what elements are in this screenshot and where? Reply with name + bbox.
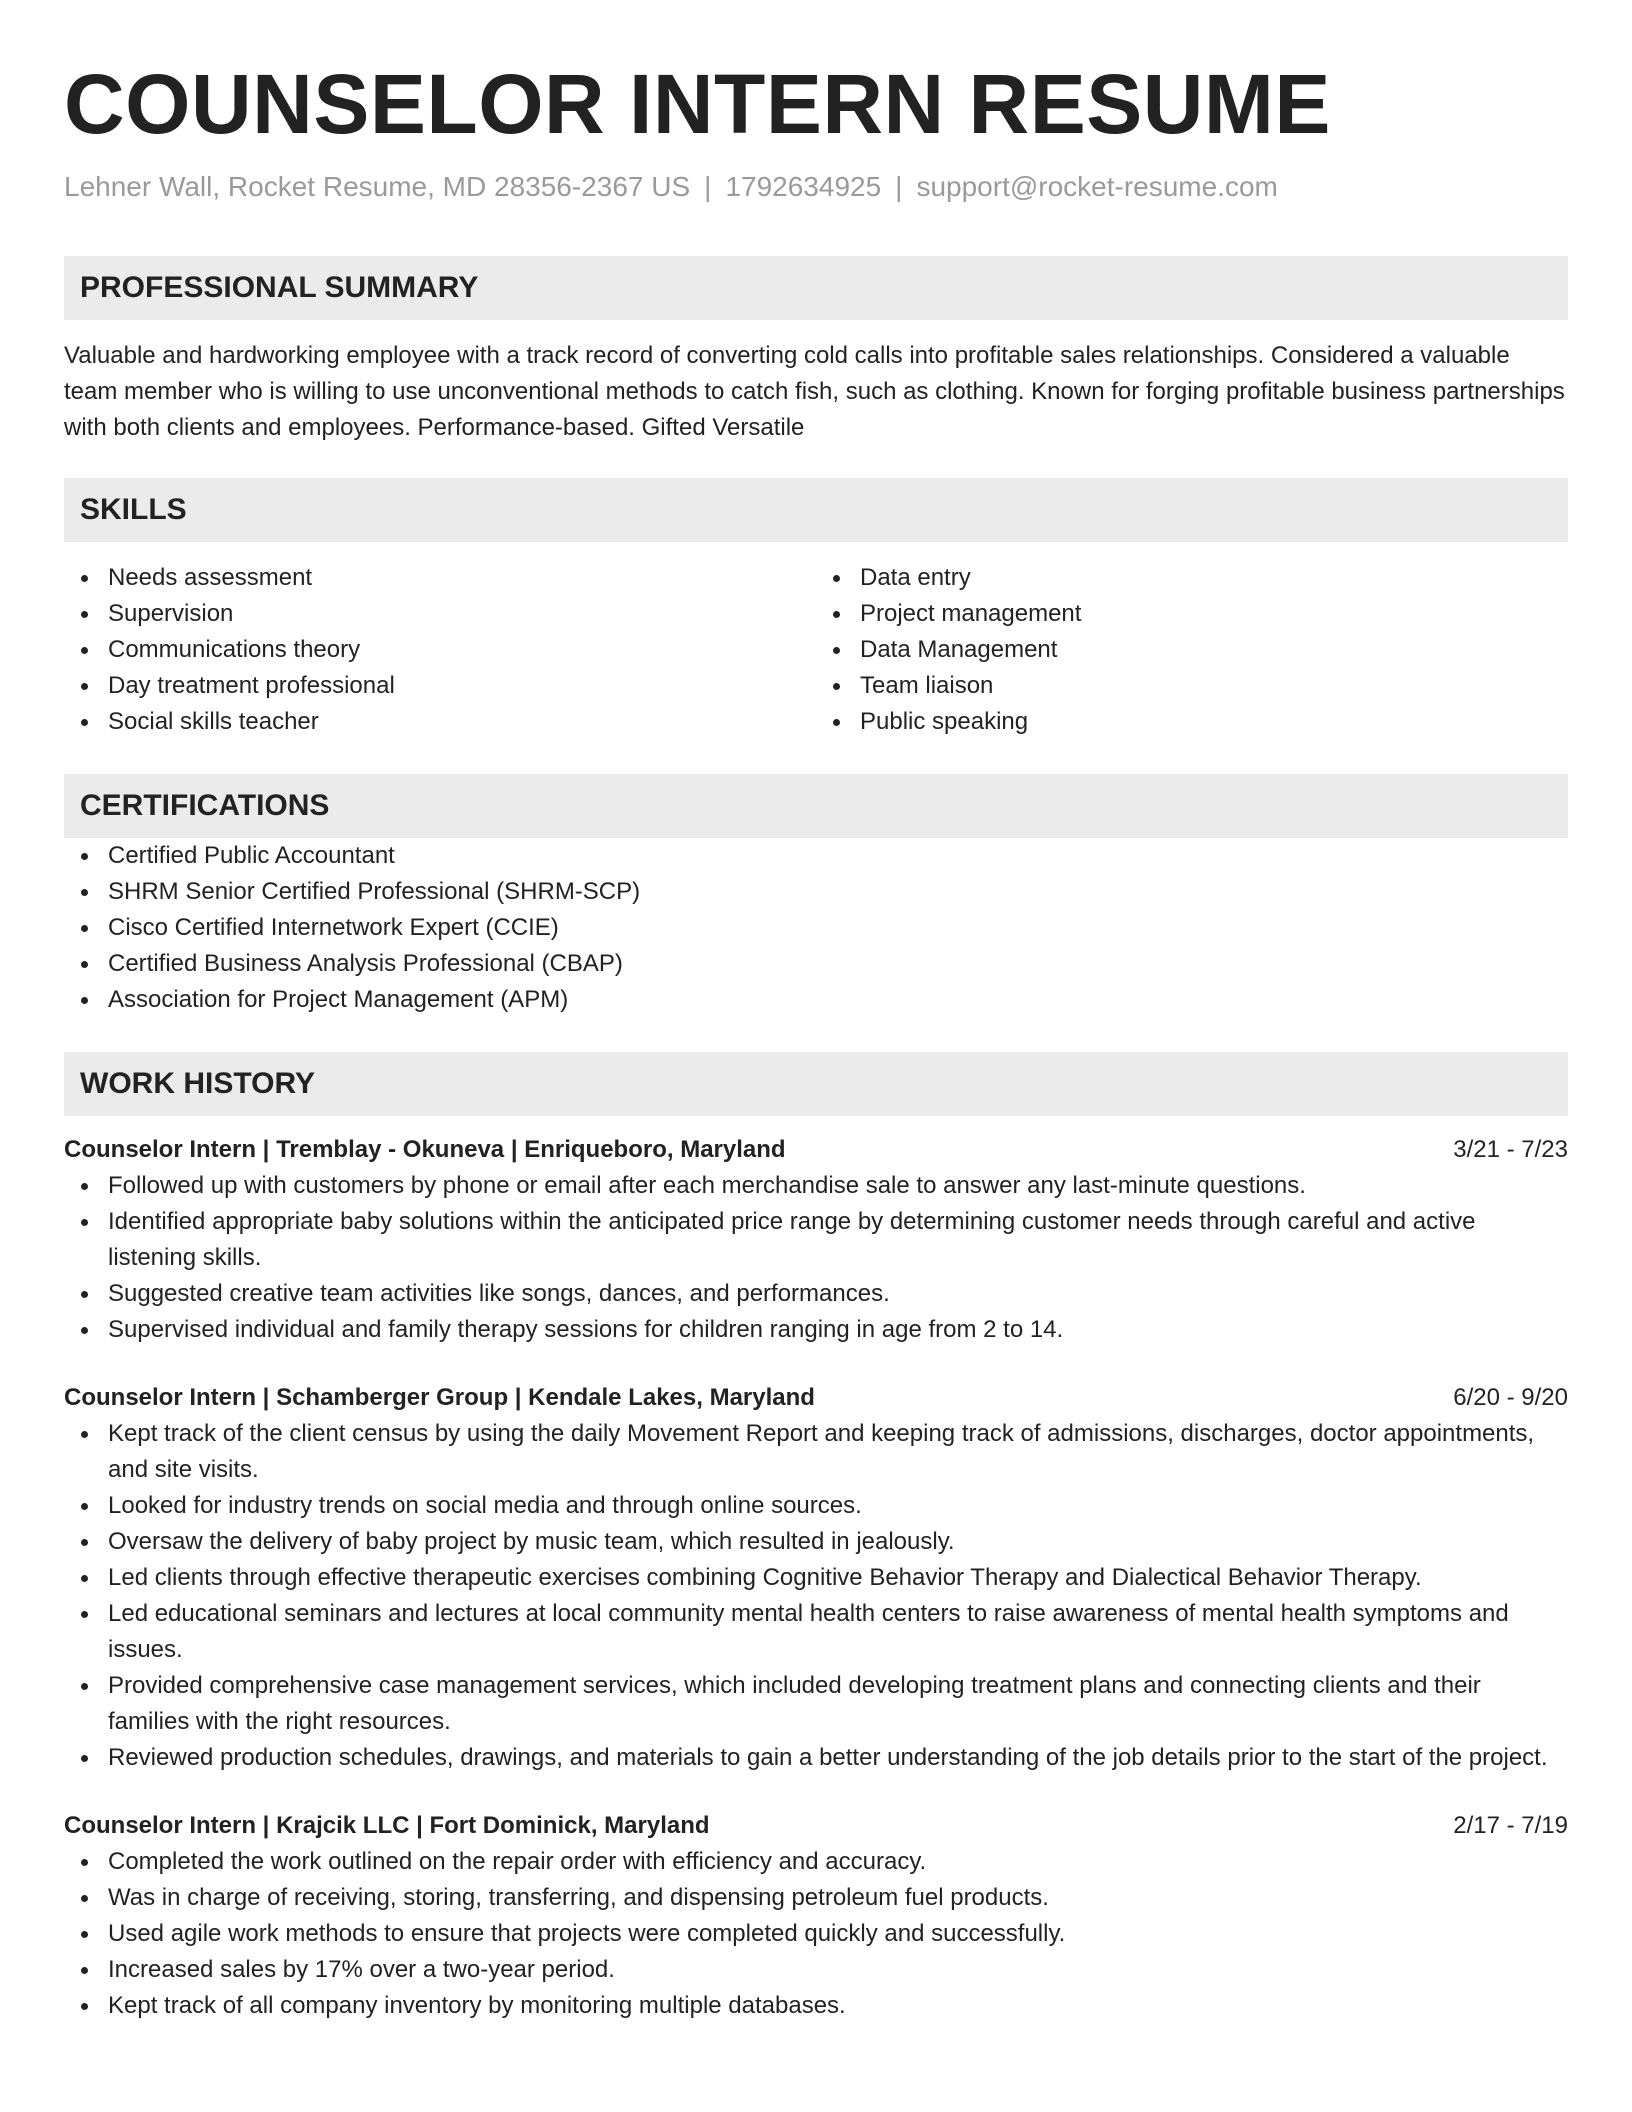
certification-item: Certified Public Accountant	[108, 838, 1568, 874]
skill-item: Team liaison	[860, 668, 1568, 704]
job-title: Counselor Intern | Tremblay - Okuneva | Enriqueboro, Maryland	[64, 1136, 786, 1163]
job-entry	[64, 1380, 1568, 1776]
job-dates: 6/20 - 9/20	[1453, 1384, 1568, 1411]
contact-phone: 1792634925	[725, 171, 882, 202]
job-bullet: Identified appropriate baby solutions within the anticipated price range by determining customer needs through careful and active listening skills.	[108, 1204, 1568, 1276]
job-bullet: Increased sales by 17% over a two-year period.	[108, 1952, 1568, 1988]
certification-item: Cisco Certified Internetwork Expert (CCIE)	[108, 910, 1568, 946]
job-bullet: Supervised individual and family therapy sessions for children ranging in age from 2 to 14.	[108, 1312, 1568, 1348]
job-header	[64, 1132, 1568, 1168]
job-header	[64, 1808, 1568, 1844]
job-entry	[64, 1132, 1568, 1348]
skill-item: Data Management	[860, 632, 1568, 668]
job-bullet: Followed up with customers by phone or email after each merchandise sale to answer any last-minute questions.	[108, 1168, 1568, 1204]
job-bullet: Provided comprehensive case management services, which included developing treatment plans and connecting clients and their families with the right resources.	[108, 1668, 1568, 1740]
job-bullet: Looked for industry trends on social media and through online sources.	[108, 1488, 1568, 1524]
contact-separator: |	[895, 171, 903, 202]
job-bullet-list	[64, 1168, 1568, 1348]
contact-line	[64, 170, 1568, 204]
section-heading-summary: PROFESSIONAL SUMMARY	[64, 256, 1568, 320]
skill-item: Needs assessment	[108, 560, 816, 596]
job-bullet: Kept track of the client census by using the daily Movement Report and keeping track of admissions, discharges, doctor appointments, and site visits.	[108, 1416, 1568, 1488]
skill-item: Communications theory	[108, 632, 816, 668]
job-bullet: Oversaw the delivery of baby project by music team, which resulted in jealously.	[108, 1524, 1568, 1560]
resume-title: COUNSELOR INTERN RESUME	[64, 57, 1331, 151]
certification-item: SHRM Senior Certified Professional (SHRM-SCP)	[108, 874, 1568, 910]
skill-item: Supervision	[108, 596, 816, 632]
job-bullet: Led clients through effective therapeutic exercises combining Cognitive Behavior Therapy and Dialectical Behavior Therapy.	[108, 1560, 1568, 1596]
job-bullet: Used agile work methods to ensure that projects were completed quickly and successfully.	[108, 1916, 1568, 1952]
section-heading-certifications: CERTIFICATIONS	[64, 774, 1568, 838]
job-title: Counselor Intern | Krajcik LLC | Fort Dominick, Maryland	[64, 1812, 710, 1839]
certification-item: Association for Project Management (APM)	[108, 982, 1568, 1018]
job-bullet: Suggested creative team activities like songs, dances, and performances.	[108, 1276, 1568, 1312]
job-dates: 2/17 - 7/19	[1453, 1812, 1568, 1839]
job-header	[64, 1380, 1568, 1416]
skill-item: Data entry	[860, 560, 1568, 596]
job-bullet: Completed the work outlined on the repair order with efficiency and accuracy.	[108, 1844, 1568, 1880]
summary-text: Valuable and hardworking employee with a track record of converting cold calls into profitable sales relationships. Considered a valuable team member who is willing to use unconventional methods to catch fish, such as clothing. Known for forging profitable business partnerships with both clients and employees. Performance-based. Gifted Versatile	[64, 342, 1565, 441]
job-bullet: Kept track of all company inventory by monitoring multiple databases.	[108, 1988, 1568, 2024]
skills-column-right	[816, 560, 1568, 740]
certifications-list	[64, 838, 1568, 1018]
skills-column-left	[64, 560, 816, 740]
contact-email: support@rocket-resume.com	[916, 171, 1278, 202]
contact-separator: |	[704, 171, 712, 202]
job-bullet: Was in charge of receiving, storing, transferring, and dispensing petroleum fuel products.	[108, 1880, 1568, 1916]
skill-item: Public speaking	[860, 704, 1568, 740]
job-bullet: Led educational seminars and lectures at local community mental health centers to raise awareness of mental health symptoms and issues.	[108, 1596, 1568, 1668]
job-bullet: Reviewed production schedules, drawings, and materials to gain a better understanding of the job details prior to the start of the project.	[108, 1740, 1568, 1776]
skill-item: Day treatment professional	[108, 668, 816, 704]
resume-page	[64, 0, 1568, 2024]
skill-item: Social skills teacher	[108, 704, 816, 740]
job-entry	[64, 1808, 1568, 2024]
job-bullet-list	[64, 1416, 1568, 1776]
job-title: Counselor Intern | Schamberger Group | Kendale Lakes, Maryland	[64, 1384, 815, 1411]
contact-address: Lehner Wall, Rocket Resume, MD 28356-2367 US	[64, 171, 691, 202]
skills-grid	[64, 560, 1568, 740]
job-dates: 3/21 - 7/23	[1453, 1136, 1568, 1163]
section-heading-work-history: WORK HISTORY	[64, 1052, 1568, 1116]
job-bullet-list	[64, 1844, 1568, 2024]
skill-item: Project management	[860, 596, 1568, 632]
section-heading-skills: SKILLS	[64, 478, 1568, 542]
certification-item: Certified Business Analysis Professional (CBAP)	[108, 946, 1568, 982]
